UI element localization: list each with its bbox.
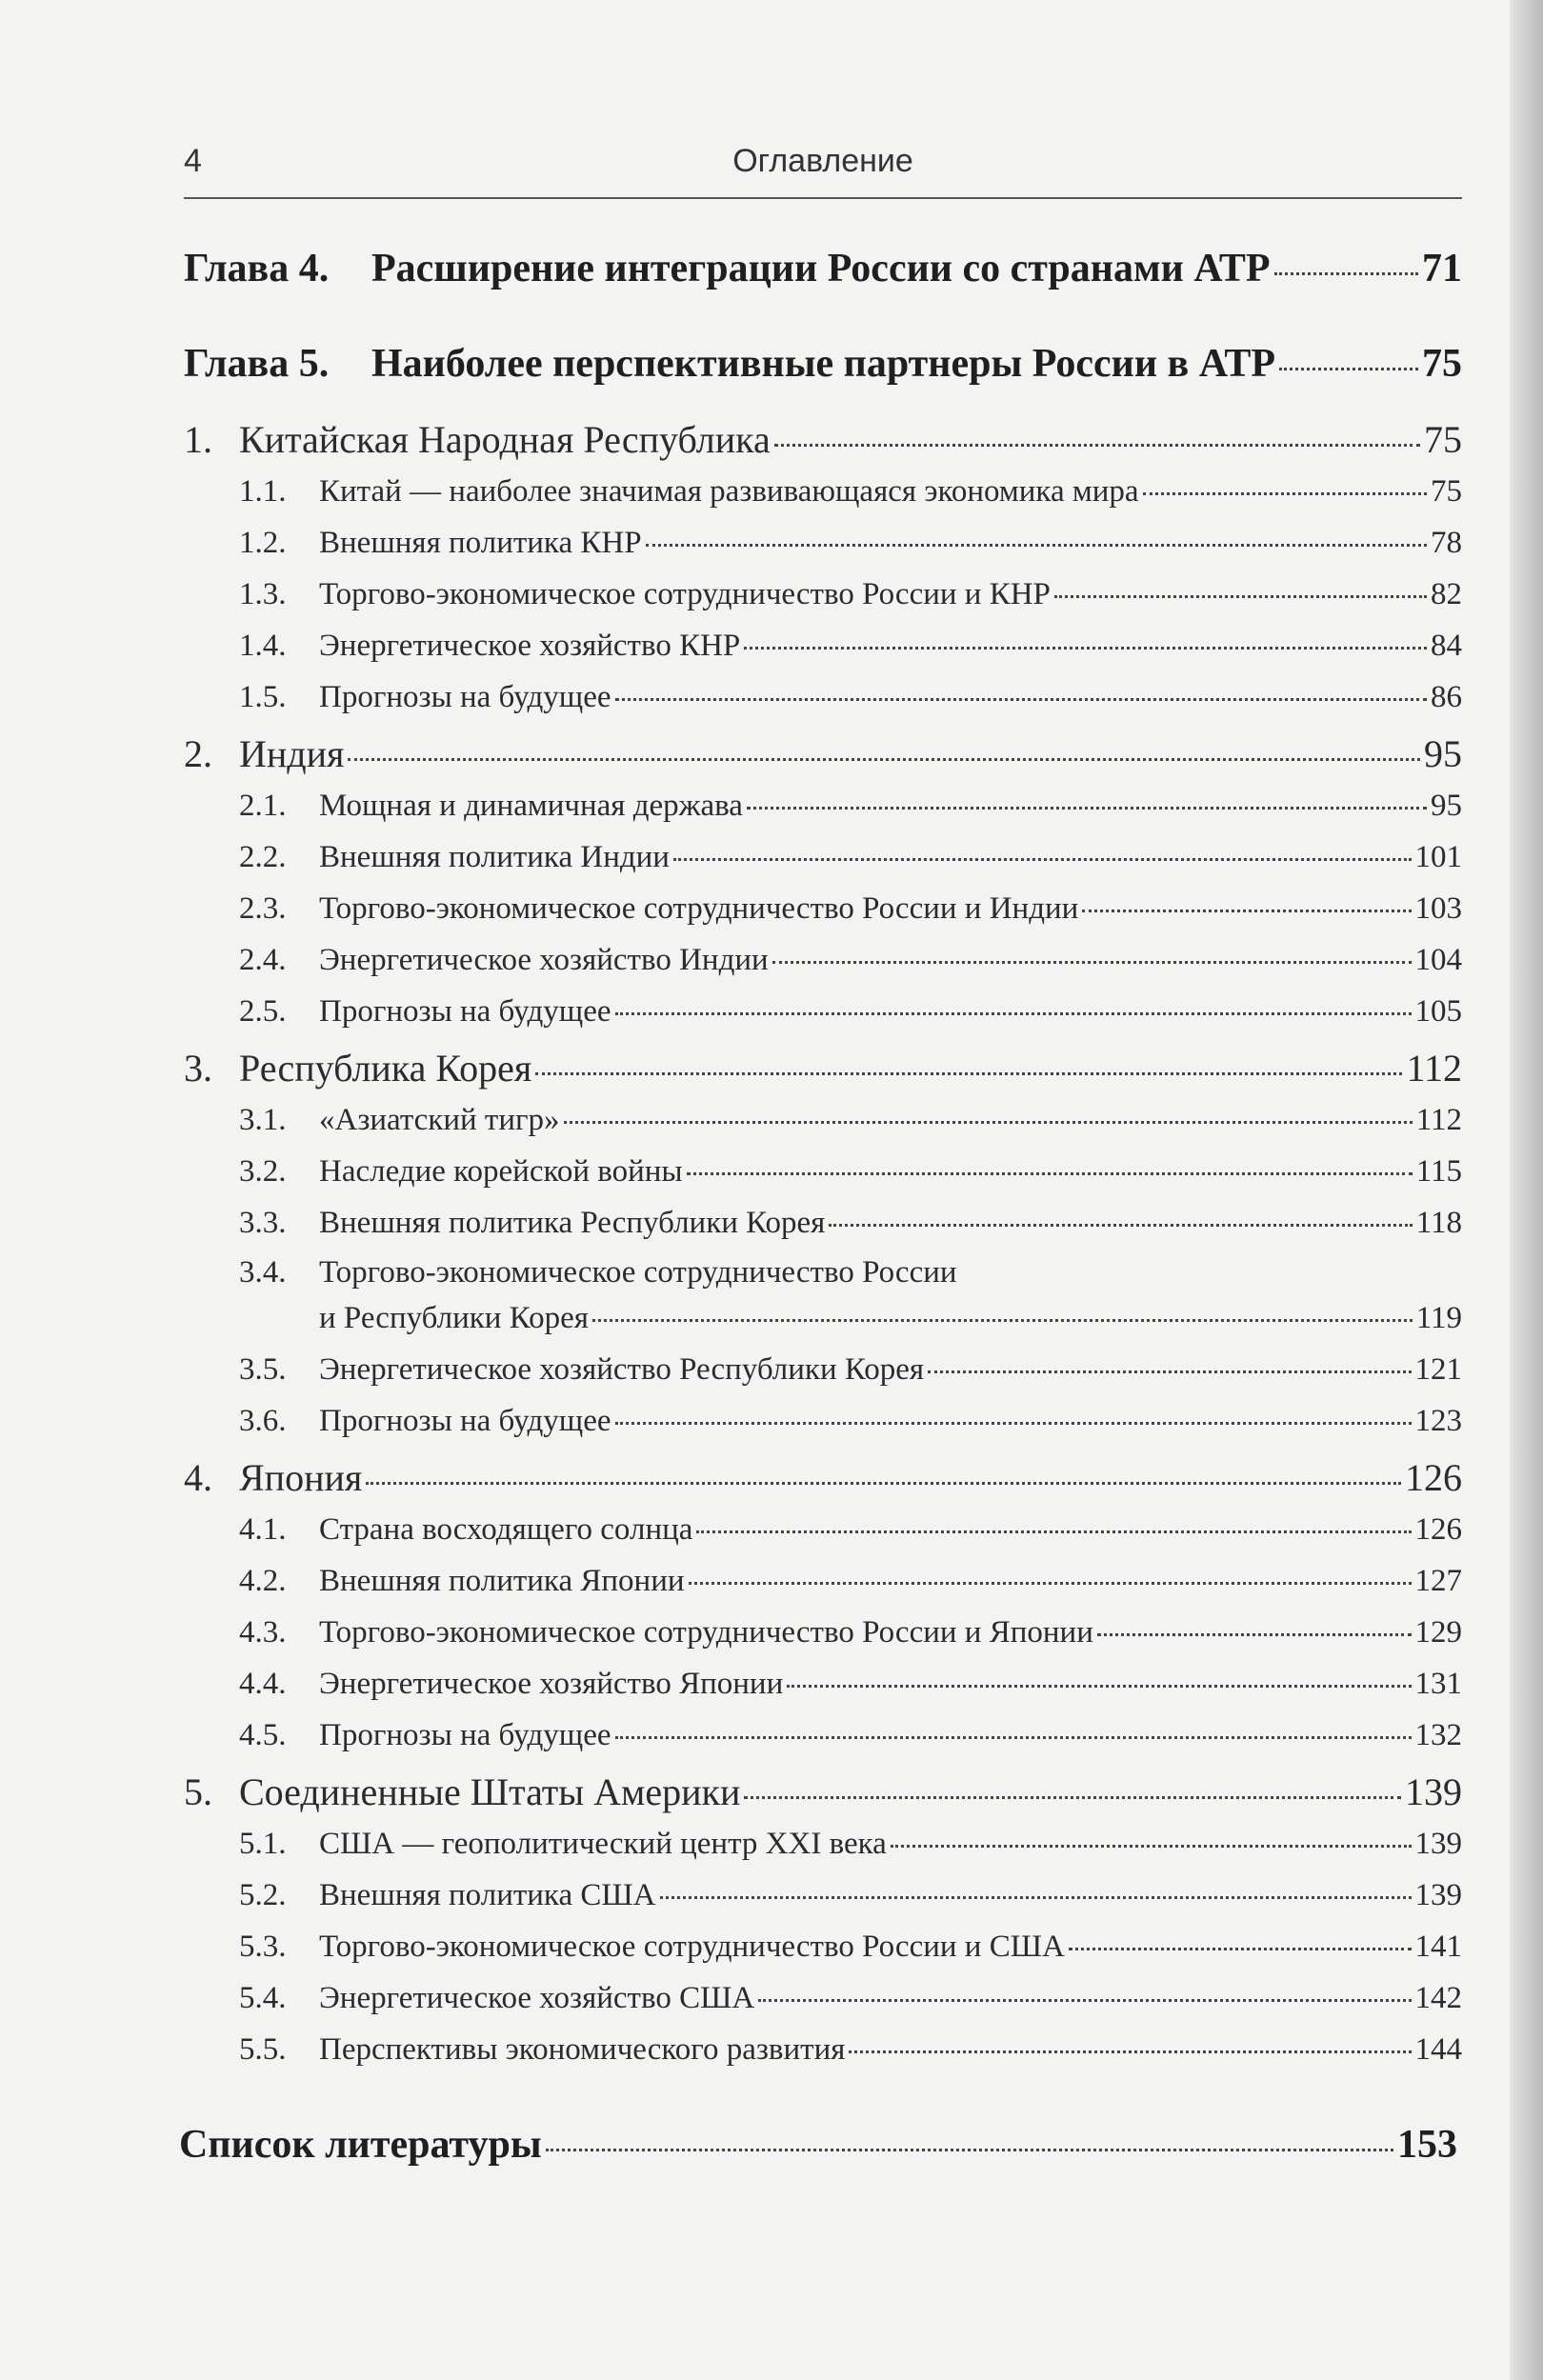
chapter-title: Наиболее перспективные партнеры России в АТР	[371, 342, 1276, 386]
dot-leader	[366, 1482, 1401, 1485]
item-number: 1.3.	[239, 577, 287, 611]
item-title: Китай — наиболее значимая развивающаяся экономика мира	[319, 474, 1139, 509]
item-number: 3.3.	[239, 1206, 287, 1240]
section-number: 1.	[184, 418, 212, 461]
toc-item-1-4[interactable]	[239, 629, 1462, 664]
item-page: 127	[1414, 1564, 1462, 1598]
dot-leader	[1274, 272, 1418, 275]
dot-leader	[758, 1999, 1411, 2002]
item-page: 105	[1414, 994, 1462, 1029]
item-title: Энергетическое хозяйство США	[319, 1981, 755, 2015]
item-page: 86	[1431, 680, 1462, 714]
toc-item-3-5[interactable]	[239, 1352, 1462, 1388]
dot-leader	[747, 807, 1427, 810]
chapter-label: Глава 5.	[184, 342, 330, 386]
item-page: 104	[1414, 943, 1462, 977]
section-title: Япония	[239, 1456, 363, 1499]
item-title: Внешняя политика Японии	[319, 1564, 685, 1598]
dot-leader	[928, 1370, 1411, 1373]
item-title: Энергетическое хозяйство КНР	[319, 629, 741, 663]
toc-item-3-6[interactable]	[239, 1404, 1462, 1439]
toc-item-5-5[interactable]	[239, 2032, 1462, 2068]
item-page: 112	[1415, 1103, 1462, 1137]
dot-leader	[829, 1224, 1412, 1227]
item-page: 129	[1414, 1615, 1462, 1650]
item-number: 3.1.	[239, 1103, 287, 1137]
section-title: Соединенные Штаты Америки	[239, 1770, 741, 1813]
dot-leader	[1097, 1633, 1412, 1636]
item-number: 2.5.	[239, 994, 287, 1029]
toc-section-4[interactable]	[184, 1455, 1462, 1500]
item-number: 5.4.	[239, 1981, 287, 2015]
dot-leader	[696, 1530, 1411, 1533]
chapter-label: Глава 4.	[184, 247, 330, 290]
item-title: Прогнозы на будущее	[319, 1718, 611, 1752]
item-number: 5.3.	[239, 1930, 287, 1964]
item-page: 126	[1414, 1512, 1462, 1547]
item-title: Наследие корейской войны	[319, 1154, 683, 1189]
item-page: 131	[1414, 1667, 1462, 1701]
section-title: Республика Корея	[239, 1047, 532, 1090]
chapter-title: Расширение интеграции России со странами АТР	[371, 247, 1271, 290]
dot-leader	[744, 1796, 1401, 1799]
item-page: 115	[1415, 1154, 1462, 1189]
toc-item-5-3[interactable]	[239, 1930, 1462, 1965]
section-page: 126	[1405, 1456, 1462, 1499]
dot-leader	[774, 444, 1420, 447]
toc-bibliography[interactable]	[179, 2122, 1457, 2168]
item-page: 78	[1431, 526, 1462, 560]
section-title: Индия	[239, 732, 345, 775]
toc-item-2-5[interactable]	[239, 994, 1462, 1030]
toc-item-4-4[interactable]	[239, 1667, 1462, 1702]
item-number: 2.2.	[239, 840, 287, 874]
section-number: 3.	[184, 1047, 212, 1090]
dot-leader	[787, 1685, 1411, 1688]
toc-item-1-1[interactable]	[239, 474, 1462, 510]
dot-leader	[615, 1736, 1412, 1739]
item-page: 139	[1414, 1827, 1462, 1861]
header-page-number: 4	[184, 143, 202, 179]
item-number: 3.4.	[239, 1255, 287, 1290]
toc-item-1-3[interactable]	[239, 577, 1462, 612]
dot-leader	[849, 2050, 1411, 2053]
item-title: Прогнозы на будущее	[319, 994, 611, 1029]
toc-item-3-3[interactable]	[239, 1206, 1462, 1241]
section-number: 4.	[184, 1456, 212, 1499]
toc-item-3-2[interactable]	[239, 1154, 1462, 1190]
toc-section-5[interactable]	[184, 1770, 1462, 1814]
item-number: 4.3.	[239, 1615, 287, 1650]
dot-leader	[1143, 492, 1427, 495]
item-page: 95	[1431, 789, 1462, 823]
dot-leader	[546, 2149, 1393, 2151]
item-title: Внешняя политика Индии	[319, 840, 670, 874]
dot-leader	[1279, 368, 1418, 370]
toc-item-3-4[interactable]	[319, 1301, 1462, 1336]
item-title: Внешняя политика США	[319, 1878, 656, 1912]
dot-leader	[1069, 1948, 1412, 1950]
item-title: США — геополитический центр XXI века	[319, 1827, 887, 1861]
item-number: 4.2.	[239, 1564, 287, 1598]
toc-section-3[interactable]	[184, 1046, 1462, 1090]
item-number: 5.2.	[239, 1878, 287, 1912]
header-title: Оглавление	[732, 143, 913, 179]
item-page: 82	[1431, 577, 1462, 611]
dot-leader	[348, 758, 1420, 761]
item-title: Энергетическое хозяйство Индии	[319, 943, 769, 977]
dot-leader	[615, 698, 1428, 701]
dot-leader	[673, 858, 1412, 861]
item-number: 5.5.	[239, 2032, 287, 2067]
bibliography-page: 153	[1397, 2123, 1457, 2167]
toc-item-1-5[interactable]	[239, 680, 1462, 715]
item-number: 1.1.	[239, 474, 287, 509]
dot-leader	[646, 544, 1427, 547]
item-title: Внешняя политика КНР	[319, 526, 642, 560]
section-page: 75	[1424, 418, 1462, 461]
running-header	[184, 143, 1462, 190]
item-number: 4.5.	[239, 1718, 287, 1752]
section-title: Китайская Народная Республика	[239, 418, 771, 461]
dot-leader	[535, 1072, 1402, 1075]
dot-leader	[1054, 595, 1427, 598]
item-page: 142	[1414, 1981, 1462, 2015]
item-page: 132	[1414, 1718, 1462, 1752]
section-page: 95	[1424, 732, 1462, 775]
item-number: 2.1.	[239, 789, 287, 823]
item-number: 3.6.	[239, 1404, 287, 1438]
toc-item-2-1[interactable]	[239, 789, 1462, 824]
toc-item-4-2[interactable]	[239, 1564, 1462, 1599]
item-title: Торгово-экономическое сотрудничество России и Индии	[319, 891, 1079, 926]
dot-leader	[687, 1172, 1413, 1175]
item-page: 139	[1414, 1878, 1462, 1912]
item-number: 2.4.	[239, 943, 287, 977]
dot-leader	[592, 1319, 1413, 1322]
dot-leader	[772, 961, 1412, 964]
item-title: «Азиатский тигр»	[319, 1103, 560, 1137]
item-title: Внешняя политика Республики Корея	[319, 1206, 826, 1240]
toc-section-2[interactable]	[184, 731, 1462, 776]
item-page: 141	[1414, 1930, 1462, 1964]
item-number: 5.1.	[239, 1827, 287, 1861]
toc-item-2-3[interactable]	[239, 891, 1462, 927]
bibliography-title: Список литературы	[179, 2123, 542, 2167]
dot-leader	[564, 1121, 1413, 1124]
item-page: 103	[1414, 891, 1462, 926]
dot-leader	[744, 647, 1427, 650]
chapter-page: 71	[1422, 247, 1462, 290]
toc-item-3-1[interactable]	[239, 1103, 1462, 1138]
section-page: 112	[1406, 1047, 1462, 1090]
item-title: Мощная и динамичная держава	[319, 789, 743, 823]
item-page: 84	[1431, 629, 1462, 663]
item-title: Страна восходящего солнца	[319, 1512, 693, 1547]
item-title: Торгово-экономическое сотрудничество России и США	[319, 1930, 1065, 1964]
toc-item-4-5[interactable]	[239, 1718, 1462, 1753]
item-page: 144	[1414, 2032, 1462, 2067]
item-title: Энергетическое хозяйство Японии	[319, 1667, 784, 1701]
chapter-page: 75	[1422, 342, 1462, 386]
item-number: 3.2.	[239, 1154, 287, 1189]
item-number: 1.4.	[239, 629, 287, 663]
item-page: 119	[1415, 1301, 1462, 1335]
item-title: Торгово-экономическое сотрудничество России и КНР	[319, 577, 1051, 611]
dot-leader	[660, 1896, 1412, 1899]
item-number: 2.3.	[239, 891, 287, 926]
item-title: Торгово-экономическое сотрудничество России	[319, 1255, 957, 1290]
item-number: 4.4.	[239, 1667, 287, 1701]
header-rule	[184, 197, 1462, 199]
item-number: 4.1.	[239, 1512, 287, 1547]
dot-leader	[891, 1845, 1412, 1848]
dot-leader	[615, 1012, 1412, 1015]
item-number: 1.5.	[239, 680, 287, 714]
item-title: Перспективы экономического развития	[319, 2032, 846, 2067]
page-edge-shadow	[1510, 0, 1543, 2380]
item-page: 118	[1415, 1206, 1462, 1240]
item-number: 3.5.	[239, 1352, 287, 1387]
item-page: 75	[1431, 474, 1462, 509]
toc-item-5-1[interactable]	[239, 1827, 1462, 1862]
toc-chapter-5[interactable]	[184, 341, 1462, 387]
item-page: 123	[1414, 1404, 1462, 1438]
section-number: 5.	[184, 1770, 212, 1813]
item-title: Энергетическое хозяйство Республики Корея	[319, 1352, 925, 1387]
item-number: 1.2.	[239, 526, 287, 560]
toc-chapter-4[interactable]	[184, 246, 1462, 291]
item-title: Прогнозы на будущее	[319, 1404, 611, 1438]
item-page: 121	[1414, 1352, 1462, 1387]
toc-item-2-4[interactable]	[239, 943, 1462, 978]
toc-item-5-4[interactable]	[239, 1981, 1462, 2016]
item-page: 101	[1414, 840, 1462, 874]
section-page: 139	[1405, 1770, 1462, 1813]
dot-leader	[615, 1422, 1412, 1425]
toc-item-1-2[interactable]	[239, 526, 1462, 561]
toc-item-5-2[interactable]	[239, 1878, 1462, 1913]
item-title: Торгово-экономическое сотрудничество России и Японии	[319, 1615, 1093, 1650]
dot-leader	[689, 1582, 1412, 1585]
toc-section-1[interactable]	[184, 417, 1462, 462]
toc-item-4-3[interactable]	[239, 1615, 1462, 1650]
item-title-continuation: и Республики Корея	[319, 1301, 589, 1335]
section-number: 2.	[184, 732, 212, 775]
item-title: Прогнозы на будущее	[319, 680, 611, 714]
toc-item-4-1[interactable]	[239, 1512, 1462, 1548]
dot-leader	[1082, 910, 1411, 912]
toc-item-2-2[interactable]	[239, 840, 1462, 875]
